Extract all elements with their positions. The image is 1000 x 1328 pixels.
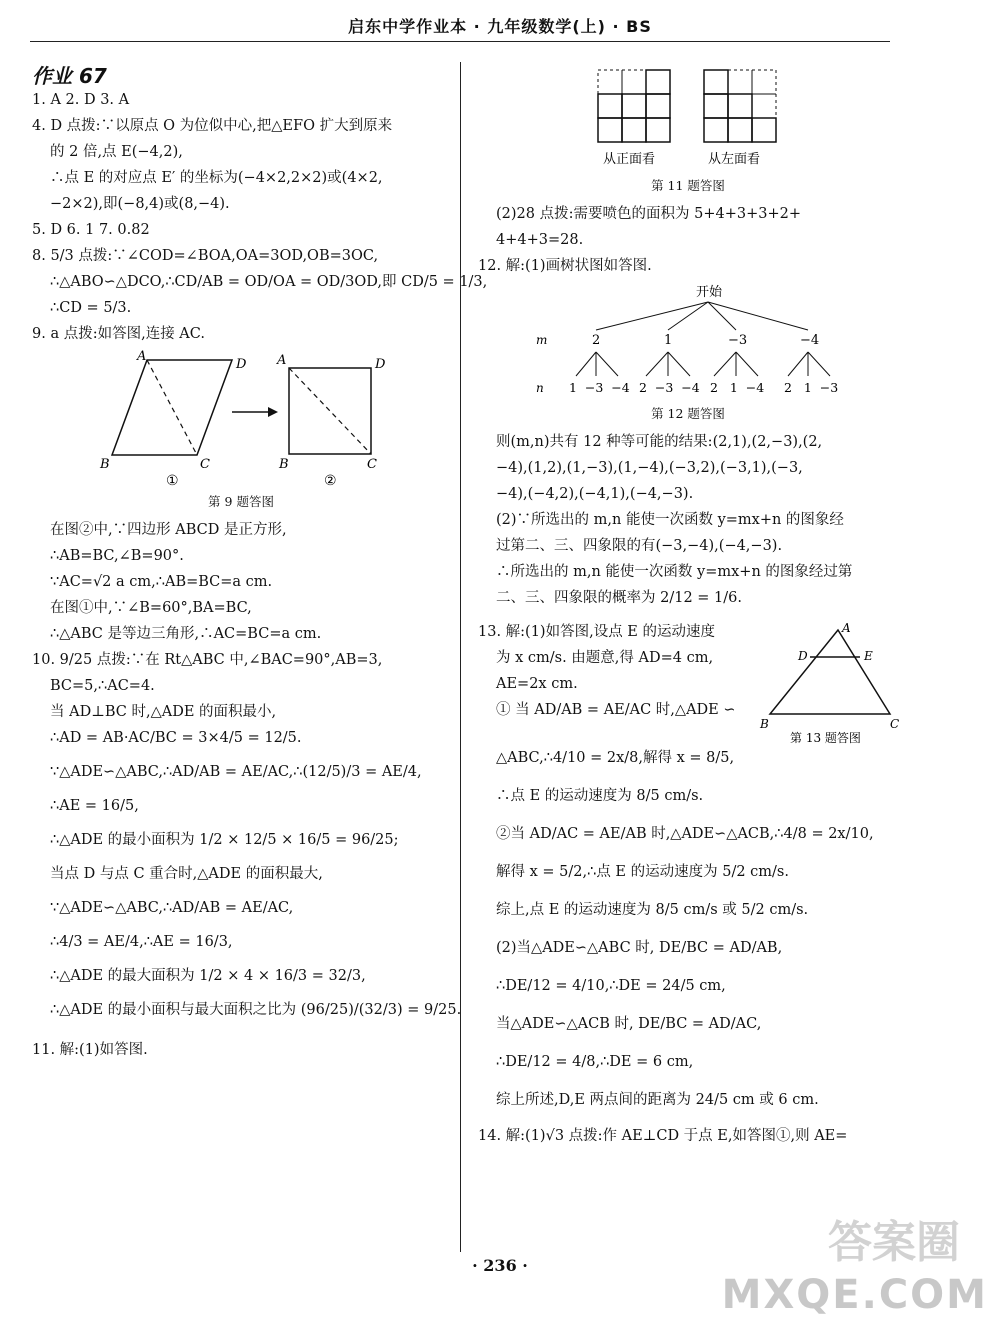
watermark-text: MXQE.COM [721,1272,988,1318]
answer-line: (2)当△ADE∽△ABC 时, DE/BC = AD/AB, [496,940,783,956]
left-view-label: 从左面看 [708,152,761,167]
tree-m-value: −4 [800,333,820,348]
answer-line: 二、三、四象限的概率为 2/12 = 1/6. [496,590,742,606]
answer-line: ① 当 AD/AB = AE/AC 时,△ADE ∽ [496,702,736,718]
answer-line: −4),(−4,2),(−4,1),(−4,−3). [496,486,694,502]
label-c: C [200,457,210,472]
answer-line: ②当 AD/AC = AE/AB 时,△ADE∽△ACB,∴4/8 = 2x/10, [496,826,874,842]
page-header: 启东中学作业本 · 九年级数学(上) · BS [348,17,652,36]
answer-line: ∴所选出的 m,n 能使一次函数 y=mx+n 的图象经过第 [496,564,853,580]
tree-m-value: −3 [728,333,748,348]
label-d: D [236,357,247,372]
label-d: D [798,649,808,663]
answer-line: AE=2x cm. [496,676,578,692]
answer-line: 综上所述,D,E 两点间的距离为 24/5 cm 或 6 cm. [496,1092,819,1108]
section-title: 作业 67 [32,64,107,88]
answer-line: ∴点 E 的对应点 E′ 的坐标为(−4×2,2×2)或(4×2, [50,170,383,186]
label-fig-one: ① [166,473,179,489]
left-column [32,64,488,1066]
answer-line: 4. D 点拨:∵以原点 O 为位似中心,把△EFO 扩大到原来 [32,118,393,134]
answer-line: ∴DE/12 = 4/10,∴DE = 24/5 cm, [496,978,726,994]
watermark-logo: 答案圈 [828,1217,960,1268]
right-column [478,66,898,1152]
answer-line: 的 2 倍,点 E(−4,2), [50,144,183,160]
answer-line: ∵△ADE∽△ABC,∴AD/AB = AE/AC, [50,900,294,916]
figure-13-caption: 第 13 题答图 [790,731,861,745]
left-view-grid [704,70,776,142]
label-c-2: C [367,457,377,472]
answer-line: 则(m,n)共有 12 种等可能的结果:(2,1),(2,−3),(2, [496,434,823,450]
label-b: B [760,717,769,731]
answer-line: ∵△ADE∽△ABC,∴AD/AB = AE/AC,∴(12/5)/3 = AE/4, [50,764,422,780]
figure-9-caption: 第 9 题答图 [208,494,274,509]
answer-line: 过第二、三、四象限的有(−3,−4),(−4,−3). [496,538,783,554]
tree-root: 开始 [696,285,723,300]
label-a: A [137,349,147,364]
answer-line: 在图①中,∵∠B=60°,BA=BC, [50,600,252,616]
tree-m-value: 2 [592,333,601,348]
tree-m-label: m [536,333,548,347]
answer-line: ∴AE = 16/5, [50,798,139,814]
answer-line: ∴CD = 5/3. [50,300,132,316]
answer-line: 4+4+3=28. [496,232,584,248]
label-c: C [890,717,900,731]
answer-line: △ABC,∴4/10 = 2x/8,解得 x = 8/5, [496,750,735,766]
answer-line: 解得 x = 5/2,∴点 E 的运动速度为 5/2 cm/s. [496,864,789,880]
answer-line: 为 x cm/s. 由题意,得 AD=4 cm, [496,650,714,666]
figure-13 [760,622,898,748]
front-view-grid [598,70,670,142]
answer-line: ∴AB=BC,∠B=90°. [50,548,184,564]
answer-line: ∴△ABC 是等边三角形,∴AC=BC=a cm. [50,626,322,642]
triangle-abc [770,630,890,714]
answer-line: 当点 D 与点 C 重合时,△ADE 的面积最大, [50,866,323,882]
tree-n-label: n [536,381,544,395]
answer-line: ∴△ADE 的最小面积与最大面积之比为 (96/25)/(32/3) = 9/25. [50,1002,462,1018]
label-b: B [100,457,110,472]
answer-line: BC=5,∴AC=4. [50,678,155,694]
answer-line: 11. 解:(1)如答图. [32,1042,148,1058]
front-view-label: 从正面看 [603,152,656,167]
answer-line: 14. 解:(1)√3 点拨:作 AE⊥CD 于点 E,如答图①,则 AE= [478,1128,848,1144]
answer-line: −2×2),即(−8,4)或(8,−4). [50,196,230,212]
tree-diagram [478,282,898,402]
answer-line: 1. A 2. D 3. A [32,92,130,108]
answer-line: ∴AD = AB·AC/BC = 3×4/5 = 12/5. [50,730,302,746]
answer-line: ∵AC=√2 a cm,∴AB=BC=a cm. [50,574,273,590]
label-b-2: B [279,457,289,472]
answer-line: ∴△ADE 的最大面积为 1/2 × 4 × 16/3 = 32/3, [50,968,366,984]
tree-n-group: 1 −3 −4 [569,380,630,395]
answer-line: 当△ADE∽△ACB 时, DE/BC = AD/AC, [496,1016,762,1032]
answer-line: 10. 9/25 点拨:∵在 Rt△ABC 中,∠BAC=90°,AB=3, [32,652,383,668]
answer-line: 当 AD⊥BC 时,△ADE 的面积最小, [50,704,277,720]
answer-line: 在图②中,∵四边形 ABCD 是正方形, [50,522,287,538]
label-d-2: D [375,357,386,372]
tree-m-value: 1 [664,333,673,348]
diagonal-ac-2 [289,368,371,454]
question-13-block [478,622,898,748]
figure-11 [478,66,898,174]
tree-n-group: 2 1 −3 [784,380,839,395]
tree-n-group: 2 1 −4 [710,380,765,395]
label-e: E [864,649,873,663]
answer-line: 5. D 6. 1 7. 0.82 [32,222,150,238]
answer-line: 13. 解:(1)如答图,设点 E 的运动速度 [478,624,716,640]
page-number: · 236 · [472,1256,528,1275]
answer-line: ∴△ABO∽△DCO,∴CD/AB = OD/OA = OD/3OD,即 CD/5 = 1/3, [50,274,488,290]
header-rule [30,41,890,42]
answer-line: (2)∵所选出的 m,n 能使一次函数 y=mx+n 的图象经 [496,512,844,528]
answer-line: −4),(1,2),(1,−3),(1,−4),(−3,2),(−3,1),(−3, [496,460,803,476]
answer-line: 9. a 点拨:如答图,连接 AC. [32,326,205,342]
column-divider [460,62,461,1252]
label-a-2: A [277,353,287,368]
answer-line: ∴DE/12 = 4/8,∴DE = 6 cm, [496,1054,694,1070]
answer-line: 12. 解:(1)画树状图如答图. [478,258,652,274]
answer-line: ∴4/3 = AE/4,∴AE = 16/3, [50,934,233,950]
answer-line: 综上,点 E 的运动速度为 8/5 cm/s 或 5/2 cm/s. [496,902,809,918]
label-fig-two: ② [324,473,337,489]
arrow-head-icon [268,407,278,417]
figure-11-caption: 第 11 题答图 [651,178,725,193]
answer-line: (2)28 点拨:需要喷色的面积为 5+4+3+3+2+ [496,206,801,222]
answer-line: ∴点 E 的运动速度为 8/5 cm/s. [496,788,704,804]
diagonal-ac [147,360,197,455]
label-a: A [842,621,851,635]
tree-n-group: 2 −3 −4 [639,380,700,395]
figure-9 [32,350,450,490]
answer-line: ∴△ADE 的最小面积为 1/2 × 12/5 × 16/5 = 96/25; [50,832,399,848]
rhombus-shape [112,360,232,455]
answer-line: 8. 5/3 点拨:∵∠COD=∠BOA,OA=3OD,OB=3OC, [32,248,379,264]
figure-12-caption: 第 12 题答图 [651,406,725,421]
